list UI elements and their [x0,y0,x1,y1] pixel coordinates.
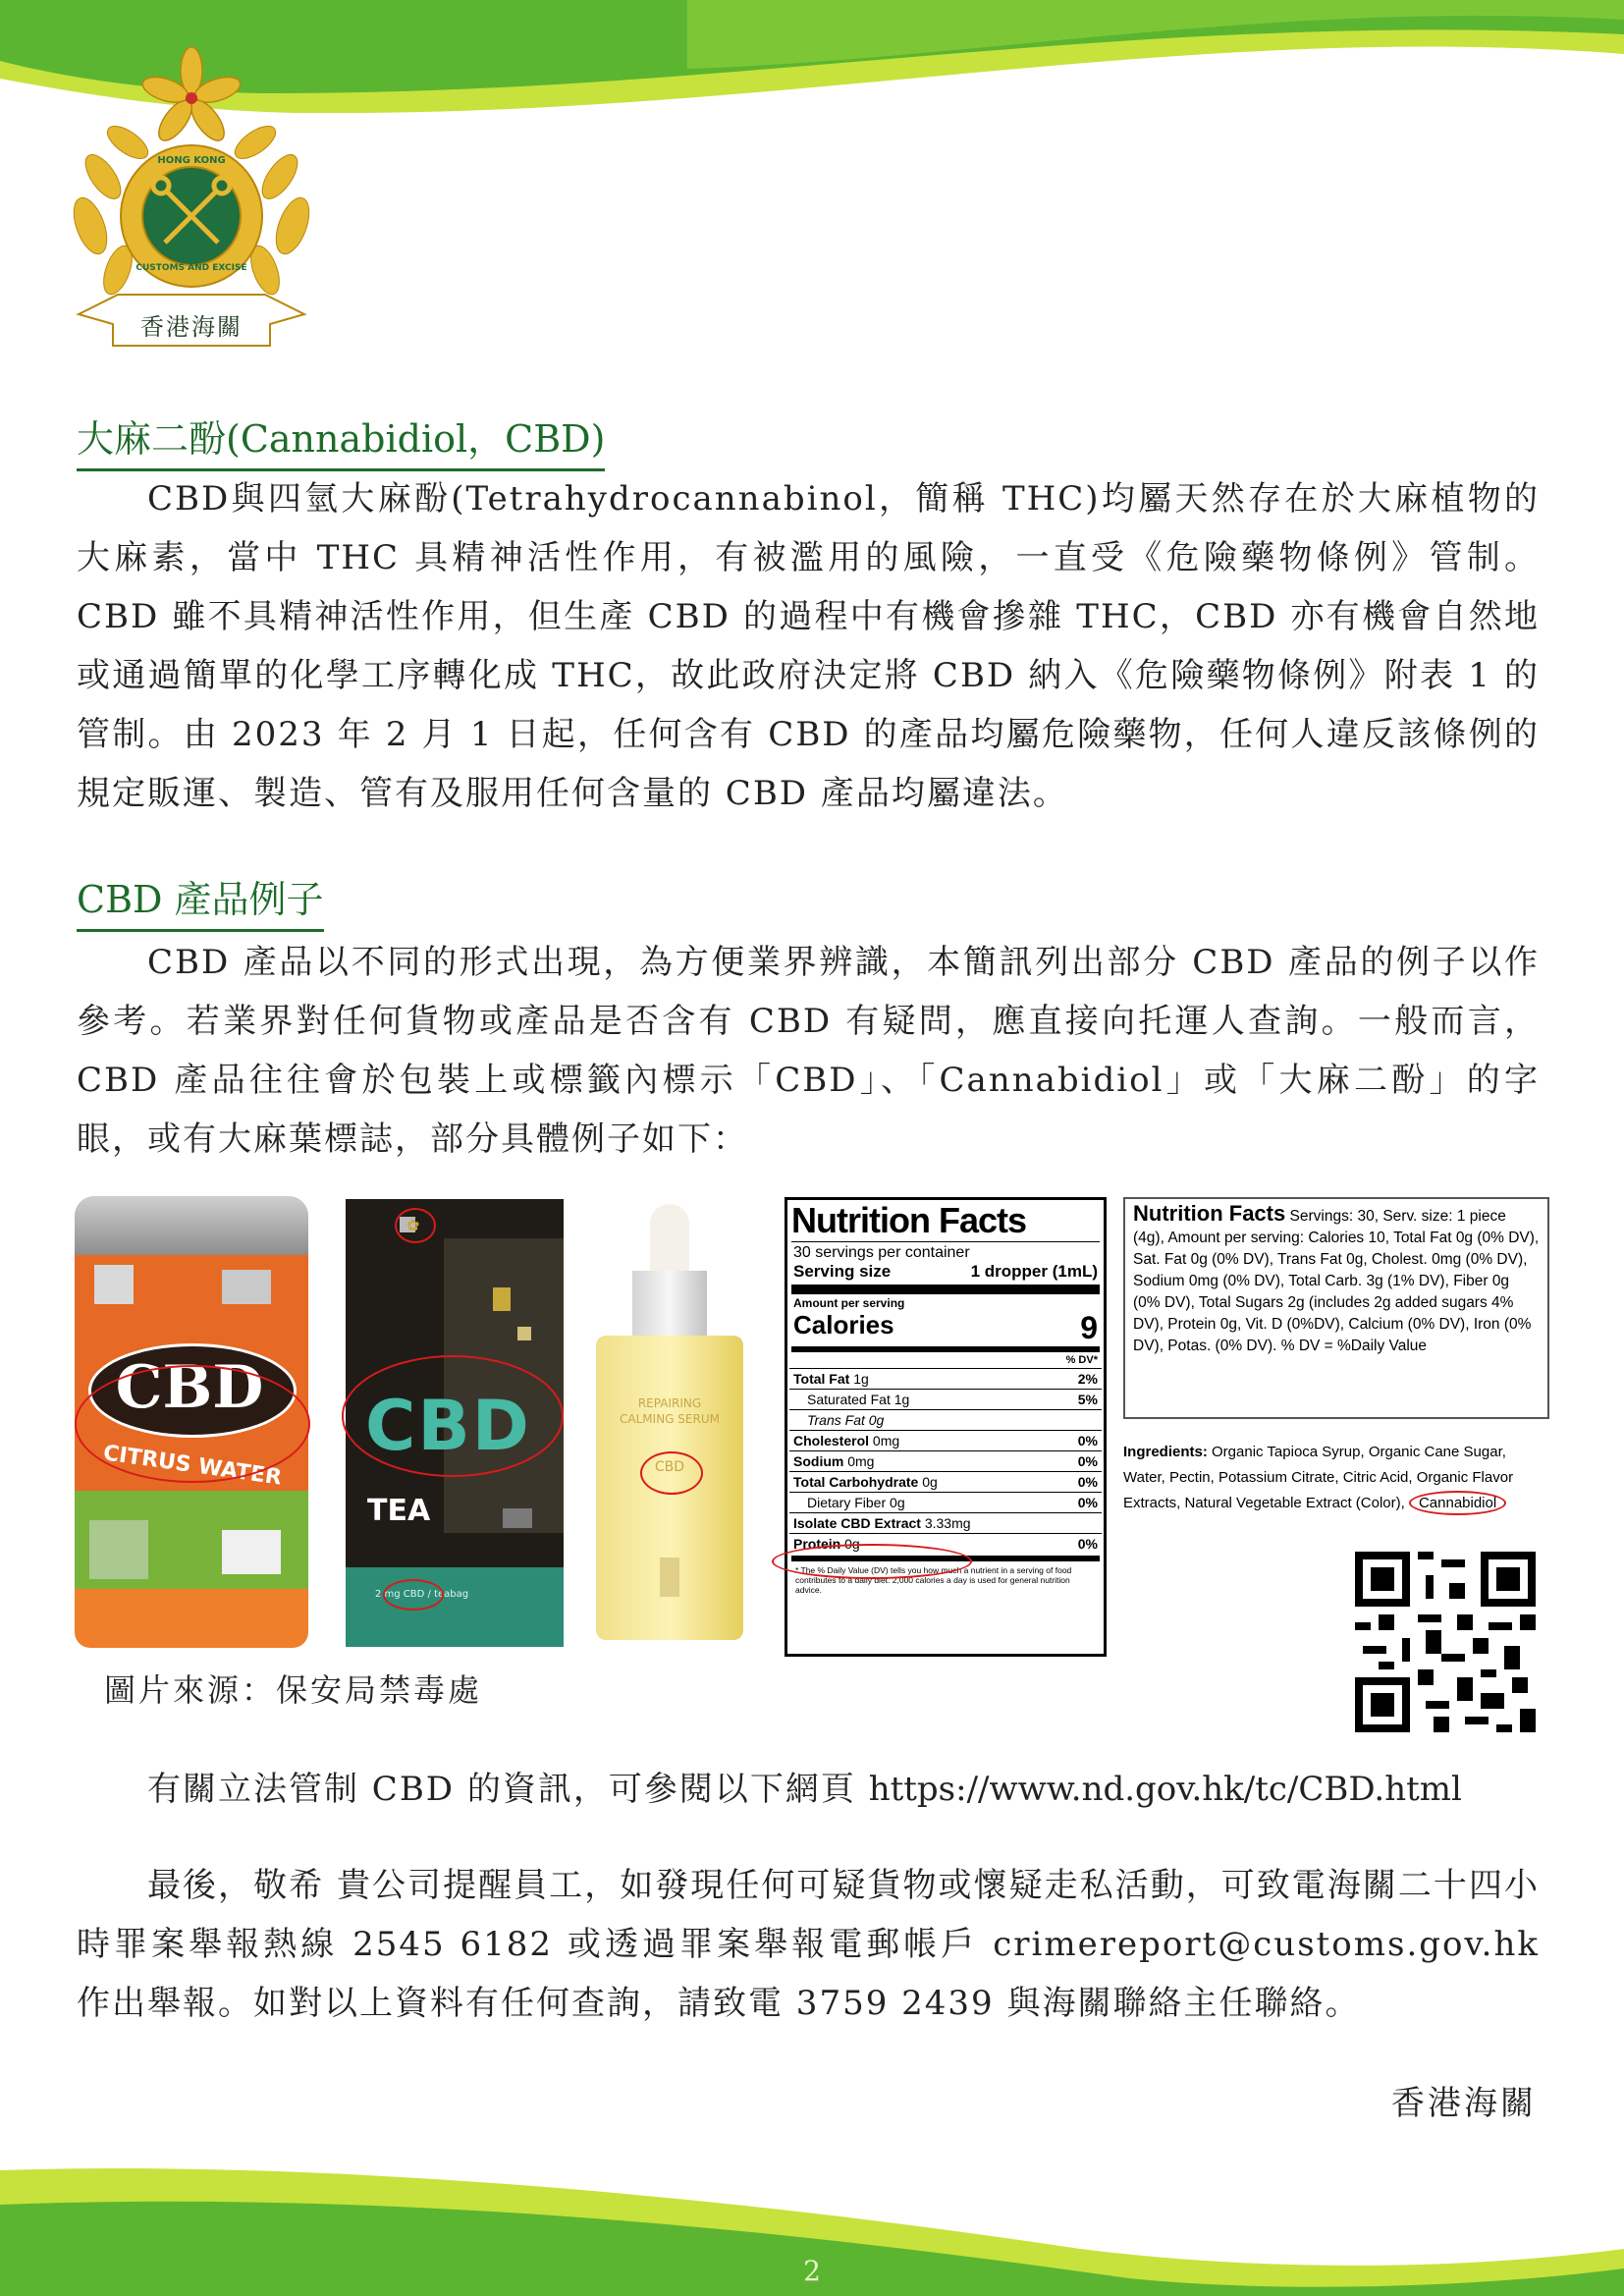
serum-label-line1: REPAIRING [637,1396,702,1410]
nutrition-row [789,1409,1102,1430]
nutrient-dv: 2% [1077,1371,1098,1387]
ingredients-block [1123,1440,1549,1516]
nutrient-amount: 0g [844,1536,860,1552]
legislation-info-line [147,1762,1462,1810]
cannabidiol-highlight: Cannabidiol [1409,1491,1506,1515]
logo-ring-text-bottom: CUSTOMS AND EXCISE [135,263,247,273]
nutrient-amount: 0g [890,1495,905,1510]
nutrient-amount: 0g [922,1474,938,1490]
nutrient-dv: 0% [1077,1453,1098,1469]
nutrient-name: Total Fat [793,1371,850,1387]
nutrient-name: Saturated Fat [807,1392,891,1407]
logo-ring-text-top: HONG KONG [157,155,226,166]
tea-brand-text: CBD [365,1386,531,1466]
nutrition-label-dropper [785,1197,1107,1657]
qr-code-icon [1355,1552,1536,1732]
nutrition-row [789,1389,1102,1409]
serum-cbd-badge: CBD [654,1459,685,1475]
nutrition-facts-2: Servings: 30, Serv. size: 1 piece (4g), Amount per serving: Calories 10, Total Fat 0g (0% DV), Sat. Fat 0g (0% DV), Trans Fat 0g, Cholest. 0mg (0% DV), Sodium 0mg (0% DV), Total Carb. 3g (1% DV), Fiber 0g (0% DV), Total Sugars 2g (includes 2g added sugars 4% DV), Protein 0g, Vit. D (0%DV), Calcium (0% DV), Iron (0% DV), Potas. (0% DV). % DV = %Daily Value [1133,1208,1540,1354]
nutrient-dv: 0% [1077,1495,1098,1510]
nutrient-name: Sodium [793,1453,844,1469]
nd-website-link[interactable]: https://www.nd.gov.hk/tc/CBD.html [868,1770,1462,1809]
nutrient-amount: 3.33mg [924,1515,971,1531]
section-body-cbd: CBD與四氫大麻酚(Tetrahydrocannabinol，簡稱 THC)均屬天然存在於大麻植物的大麻素，當中 THC 具精神活性作用，有被濫用的風險，一直受《危險藥物條例》管制。CBD 雖不具精神活性作用，但生產 CBD 的過程中有機會摻雜 THC，CBD 亦有機會自然地或通過簡單的化學工序轉化成 THC，故此政府決定將 CBD 納入《危險藥物條例》附表 1 的管制。由 2023 年 2 月 1 日起，任何含有 CBD 的產品均屬危險藥物，任何人違反該條例的規定販運、製造、管有及服用任何含量的 CBD 產品均屬違法。 [77,479,1540,813]
nutrient-name: Cholesterol [793,1433,870,1449]
nutrient-dv: 0% [1077,1474,1098,1490]
serum-cbd-highlight [640,1451,703,1495]
tea-cbd-highlight [342,1355,564,1477]
serving-size-label: Serving size [793,1262,892,1281]
ingredients-list: Organic Tapioca Syrup, Organic Cane Sugar, Water, Pectin, Potassium Citrate, Citric Acid, Organic Flavor Extracts, Natural Vegetable Extract (Color), [1123,1444,1514,1511]
page-number: 2 [803,2255,821,2287]
calories-label: Calories [793,1310,894,1339]
servings-per-container: 30 servings per container [793,1244,970,1261]
tea-small-text: 2 mg CBD / teabag [375,1589,469,1600]
nutrition-row [789,1368,1102,1389]
legislation-info-text: 有關立法管制 CBD 的資訊，可參閱以下網頁 [147,1770,856,1809]
nutrition-row [789,1450,1102,1471]
nutrition-row [789,1430,1102,1450]
nutrient-amount: 1g [853,1371,869,1387]
nutrition-row [789,1512,1102,1533]
logo-ribbon-text: 香港海關 [140,313,243,341]
section-body-examples: CBD 產品以不同的形式出現，為方便業界辨識，本簡訊列出部分 CBD 產品的例子以作參考。若業界對任何貨物或產品是否含有 CBD 有疑問，應直接向托運人查詢。一般而言，CBD 產品往往會於包裝上或標籤內標示「CBD」、「Cannabidiol」或「大麻二酚」的字眼，或有大麻葉標誌，部分具體例子如下： [77,943,1540,1159]
nutrition-footnote: * The % Daily Value (DV) tells you how much a nutrient in a serving of food contributes to a daily diet. 2,000 calories a day is used for general nutrition advice. [795,1565,1072,1595]
can-sub-text: CITRUS WATER [101,1441,284,1491]
can-brand-text: CBD [115,1353,264,1422]
section-heading-cbd: 大麻二酚(Cannabidiol，CBD) [77,409,605,471]
cannabis-leaf-icon: ✿ [406,1216,420,1234]
nutrition-label-gummy [1123,1197,1549,1419]
nutrient-amount: 0g [868,1412,885,1428]
cbd-serum-bottle-image [591,1204,748,1646]
amount-per-serving: Amount per serving [793,1296,905,1310]
nutrient-name: Protein [793,1536,841,1552]
can-cbd-highlight [75,1365,310,1483]
nutrition-title-2: Nutrition Facts [1133,1201,1286,1226]
signature-customs: 香港海關 [1391,2084,1537,2123]
image-source-caption: 圖片來源：保安局禁毒處 [104,1671,483,1709]
nutrient-dv: 0% [1077,1536,1098,1552]
nutrition-row [789,1471,1102,1492]
nutrient-name: Dietary Fiber [807,1495,887,1510]
ingredients-label: Ingredients: [1123,1444,1208,1460]
section-heading-examples: CBD 產品例子 [77,869,324,932]
nutrient-name: Trans Fat [807,1412,865,1428]
nutrient-dv: 5% [1077,1392,1098,1407]
serum-label-line2: CALMING SERUM [620,1412,720,1426]
nutrition-rows [787,1368,1104,1554]
nutrient-name: Total Carbohydrate [793,1474,919,1490]
tea-mg-highlight [383,1579,444,1611]
closing-paragraph: 最後，敬希 貴公司提醒員工，如發現任何可疑貨物或懷疑走私活動，可致電海關二十四小時罪案舉報熱線 2545 6182 或透過罪案舉報電郵帳戶 crimereport@customs.gov.hk 作出舉報。如對以上資料有任何查詢，請致電 3759 2439 與海關聯絡主任聯絡。 [77,1866,1540,2023]
nutrient-amount: 1g [893,1392,910,1407]
isolate-cbd-highlight [772,1544,972,1579]
nutrient-amount: 0mg [872,1433,900,1449]
nutrient-amount: 0mg [847,1453,875,1469]
nutrition-title: Nutrition Facts [791,1200,1027,1240]
customs-logo [59,29,324,373]
tea-sub-text: TEA [367,1494,431,1528]
dv-header: % DV* [1065,1354,1098,1366]
serving-size-value: 1 dropper (1mL) [970,1262,1098,1281]
nutrition-row [789,1492,1102,1512]
calories-value: 9 [1080,1310,1098,1345]
nutrient-dv: 0% [1077,1433,1098,1449]
nutrient-name: Isolate CBD Extract [793,1515,921,1531]
